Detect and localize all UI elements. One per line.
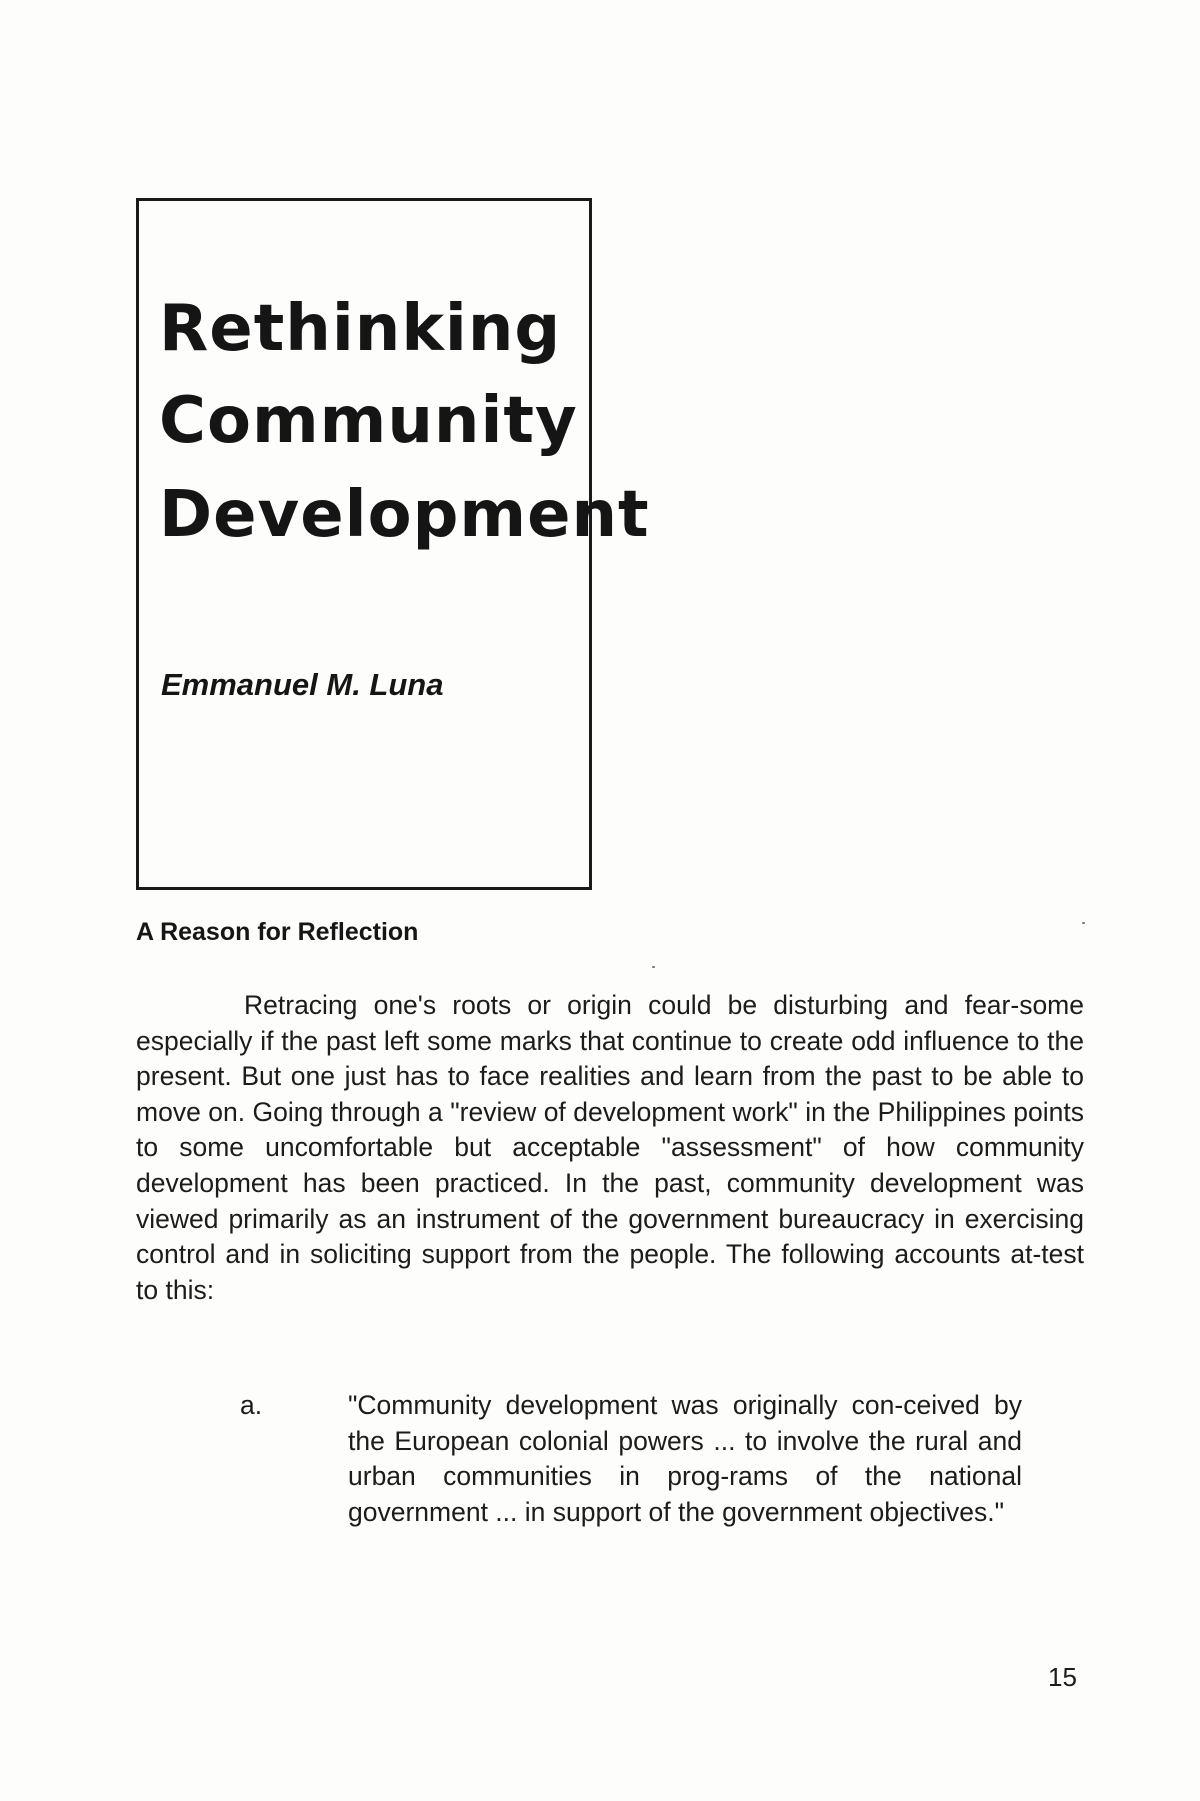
quote-marker: a. [240, 1390, 263, 1420]
scan-speck [652, 966, 655, 968]
title-line-3: Development [159, 478, 650, 552]
scan-speck [1082, 922, 1085, 924]
title-box [136, 198, 650, 890]
title-line-1: Rethinking [159, 292, 562, 366]
section-heading: A Reason for Reflection [136, 918, 419, 946]
body-paragraph: Retracing one's roots or origin could be disturbing and fear-some especially if the past left some marks that continue to create odd influence to the present. But one just has to face realities and learn from the past to be able to move on. Going through a "review of development work" in the Philippines points to some uncomfortable but acceptable "assessment" of how community development has been practiced. In the past, community development was viewed primarily as an instrument of the government bureaucracy in exercising control and in soliciting support from the people. The following accounts at-test to this: [136, 990, 1084, 1305]
quote-text: "Community development was originally con-ceived by the European colonial powers ... to involve the rural and urban communities in prog-rams of the national government ... in support of the government objectives." [348, 1390, 1022, 1527]
author-name: Emmanuel M. Luna [161, 667, 444, 702]
page-number: 15 [1048, 1662, 1077, 1692]
title-line-2: Community [159, 384, 578, 458]
